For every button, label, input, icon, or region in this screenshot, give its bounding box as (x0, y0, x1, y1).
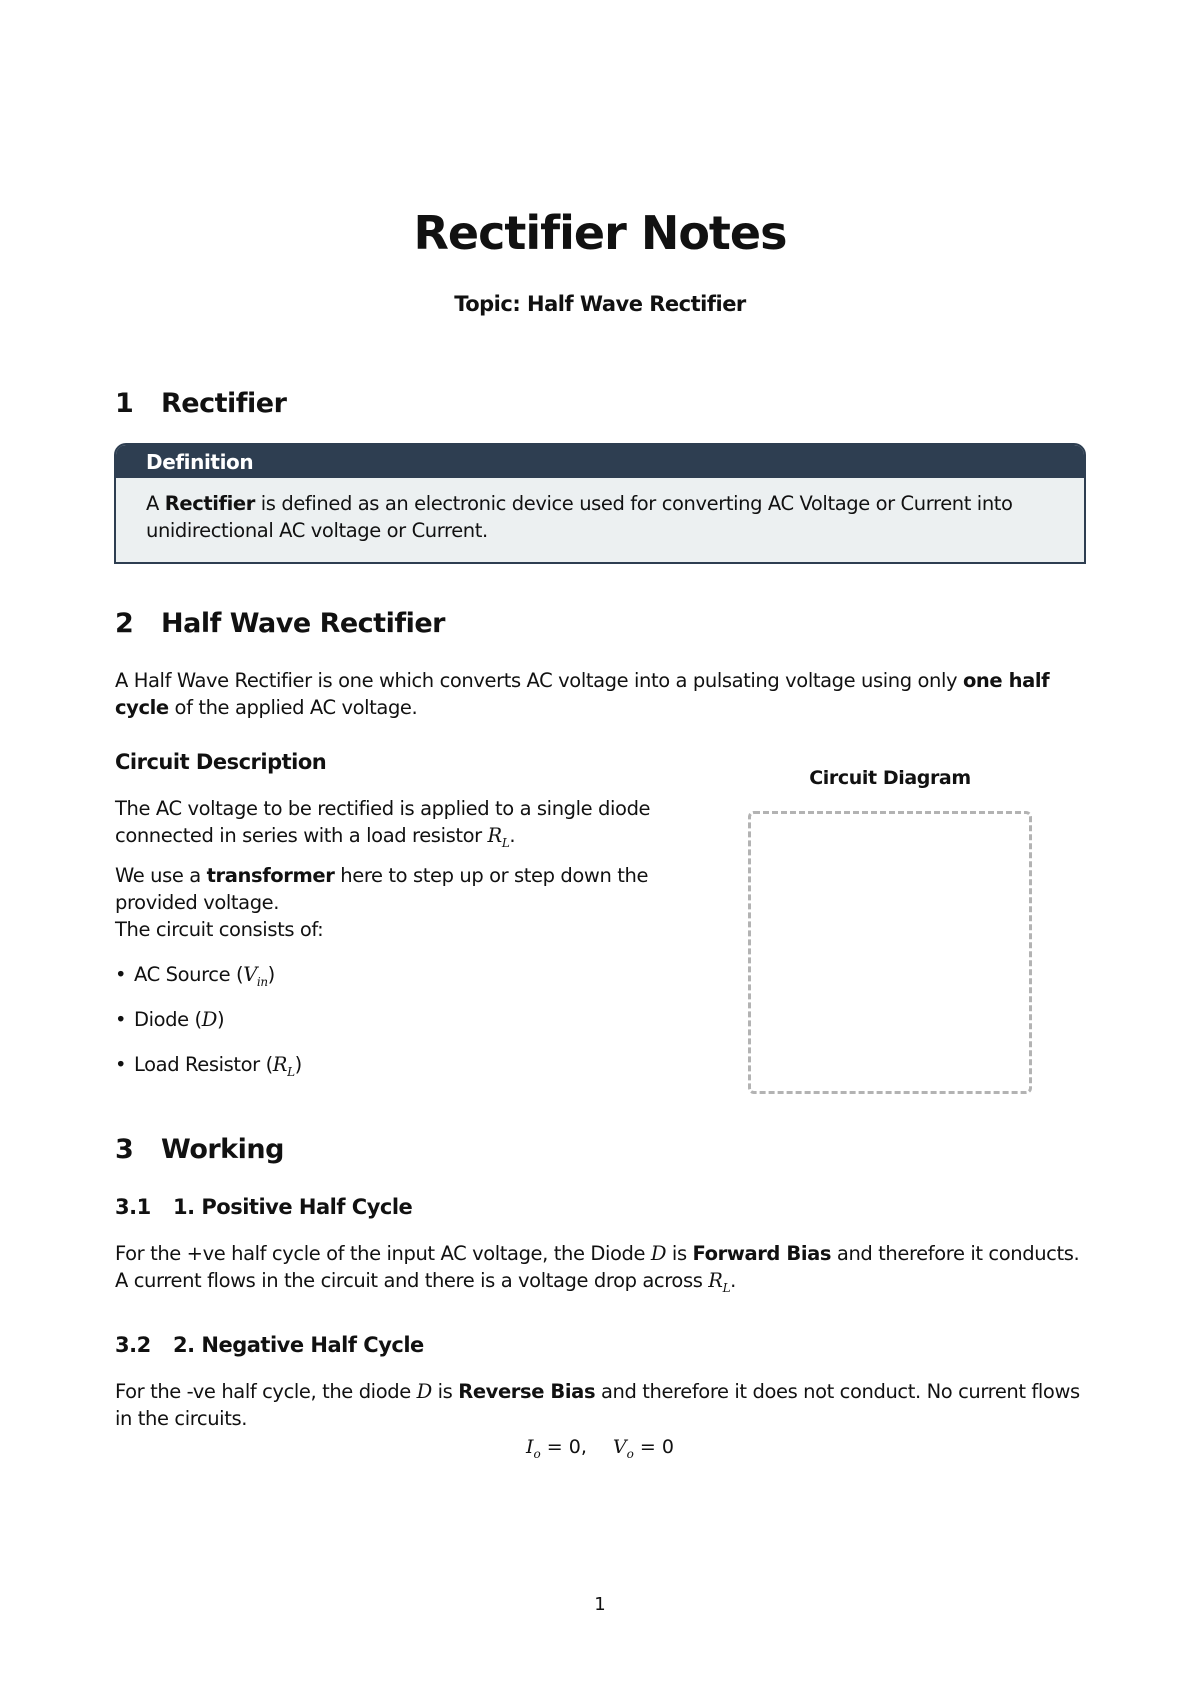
section-title: 2. Negative Half Cycle (173, 1333, 424, 1357)
text: is (666, 1242, 693, 1265)
bold-term: Rectifier (164, 492, 255, 515)
hwr-paragraph (115, 667, 1090, 721)
text: and therefore it conducts. A current flows in the circuit and there is a voltage drop across (115, 1242, 1080, 1292)
circuit-diagram-placeholder (748, 811, 1032, 1094)
text: is (431, 1380, 459, 1403)
text: ) (216, 1008, 225, 1031)
text: and therefore it does not conduct. No current flows in the circuits. (115, 1380, 1080, 1430)
text: A (146, 492, 165, 515)
bold-term: Forward Bias (692, 1242, 832, 1265)
math-subscript: o (533, 1446, 541, 1461)
text: For the +ve half cycle of the input AC voltage, the Diode (115, 1242, 651, 1265)
circuit-paragraph-2 (115, 862, 675, 943)
section-1-heading (115, 388, 286, 419)
math-text: = 0 (633, 1436, 674, 1458)
definition-box (114, 443, 1086, 564)
document-topic: Topic: Half Wave Rectifier (454, 292, 746, 316)
text: We use a (115, 864, 207, 887)
math-symbol: R (487, 824, 502, 847)
subsection-3-1-heading (115, 1195, 412, 1219)
list-item (115, 963, 275, 989)
text: AC Source ( (134, 963, 244, 986)
bullet-icon: • (115, 1008, 127, 1031)
text: of the applied AC voltage. (168, 696, 418, 719)
math-subscript: L (287, 1064, 295, 1079)
math-symbol: I (526, 1436, 534, 1458)
section-2-heading (115, 608, 445, 639)
math-text: = 0, (540, 1436, 587, 1458)
text: here to step up or step down the provided voltage. (115, 864, 649, 914)
bold-term: transformer (206, 864, 335, 887)
definition-header: Definition (116, 445, 1084, 478)
section-3-heading (115, 1134, 284, 1165)
document-title: Rectifier Notes (413, 206, 787, 260)
text: . (509, 824, 516, 847)
circuit-paragraph-1 (115, 795, 675, 857)
subsection-3-2-heading (115, 1333, 424, 1357)
bullet-icon: • (115, 1053, 127, 1076)
math-symbol: D (650, 1242, 667, 1265)
list-item (115, 1053, 302, 1079)
text: ) (294, 1053, 302, 1076)
text: ) (267, 963, 275, 986)
section-title: Half Wave Rectifier (161, 608, 445, 639)
text: is defined as an electronic device used for converting AC Voltage or Current into unidirectional AC voltage or Current. (146, 492, 1013, 542)
bold-term: one half cycle (115, 669, 1050, 719)
section-number: 3.2 (115, 1333, 151, 1357)
math-symbol: R (708, 1269, 723, 1292)
circuit-description-heading: Circuit Description (115, 750, 327, 774)
math-subscript: L (501, 835, 510, 850)
positive-cycle-paragraph (115, 1240, 1090, 1302)
math-symbol: D (416, 1380, 432, 1403)
circuit-diagram-label: Circuit Diagram (809, 767, 971, 789)
list-item (115, 1008, 224, 1031)
math-subscript: in (256, 974, 268, 989)
section-title: Rectifier (161, 388, 287, 419)
section-number: 1 (115, 388, 134, 419)
text: The circuit consists of: (115, 918, 324, 941)
text: . (730, 1269, 736, 1292)
math-symbol: V (243, 963, 257, 986)
math-symbol: V (612, 1436, 627, 1458)
section-title: 1. Positive Half Cycle (173, 1195, 413, 1219)
bold-term: Reverse Bias (458, 1380, 596, 1403)
definition-text (116, 478, 1084, 544)
page-number: 1 (594, 1594, 606, 1615)
section-number: 2 (115, 608, 134, 639)
bullet-icon: • (115, 963, 127, 986)
text: The AC voltage to be rectified is applied to a single diode connected in series with a load resistor (115, 797, 651, 847)
math-subscript: L (722, 1280, 731, 1295)
negative-cycle-paragraph (115, 1378, 1090, 1432)
math-subscript: o (626, 1446, 634, 1461)
text: For the -ve half cycle, the diode (115, 1380, 417, 1403)
math-symbol: R (272, 1053, 288, 1076)
section-title: Working (161, 1134, 284, 1165)
text: Diode ( (134, 1008, 202, 1031)
text: Load Resistor ( (134, 1053, 273, 1076)
equation (0, 1436, 1200, 1461)
section-number: 3.1 (115, 1195, 151, 1219)
math-symbol: D (201, 1008, 217, 1031)
section-number: 3 (115, 1134, 134, 1165)
text: A Half Wave Rectifier is one which converts AC voltage into a pulsating voltage using only (115, 669, 963, 692)
